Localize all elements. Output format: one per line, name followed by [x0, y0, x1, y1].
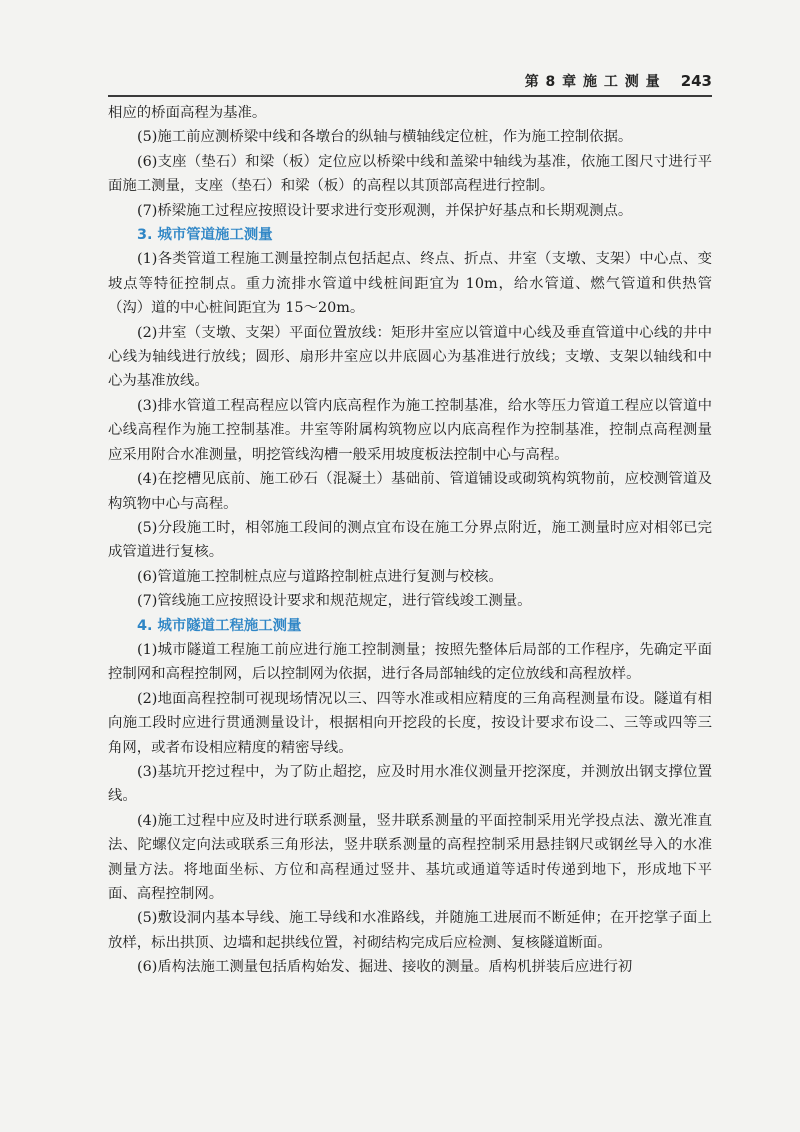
chapter-title: 第 8 章 施 工 测 量: [524, 74, 661, 90]
section-heading-pipeline: 3. 城市管道施工测量: [137, 227, 273, 244]
paragraph: (2)地面高程控制可视现场情况以三、四等水准或相应精度的三角高程测量布设。隧道有相向施工段时应进行贯通测量设计，根据相向开挖段的长度，按设计要求布设二、三等或四等三角网，或者布设相应精度的精密导线。: [108, 690, 712, 756]
running-header: [108, 70, 712, 92]
paragraph: (1)城市隧道工程施工前应进行施工控制测量；按照先整体后局部的工作程序，先确定平面控制网和高程控制网，后以控制网为依据，进行各局部轴线的定位放线和高程放样。: [108, 641, 712, 683]
page-body: [108, 101, 712, 980]
paragraph-continuation: 相应的桥面高程为基准。: [108, 105, 267, 121]
section-heading-tunnel: 4. 城市隧道工程施工测量: [137, 617, 302, 634]
paragraph: (7)管线施工应按照设计要求和规范规定，进行管线竣工测量。: [137, 593, 532, 610]
page-number: 243: [680, 72, 712, 90]
paragraph: (7)桥梁施工过程应按照设计要求进行变形观测，并保护好基点和长期观测点。: [137, 202, 633, 219]
paragraph: (3)排水管道工程高程应以管内底高程作为施工控制基准，给水等压力管道工程应以管道中心线高程作为施工控制基准。井室等附属构筑物应以内底高程作为控制基准，控制点高程测量应采用附合水准测量，明挖管线沟槽一般采用坡度板法控制中心与高程。: [108, 397, 712, 463]
paragraph: (6)管道施工控制桩点应与道路控制桩点进行复测与校核。: [137, 568, 503, 585]
paragraph: (5)敷设洞内基本导线、施工导线和水准路线，并随施工进展而不断延伸；在开挖掌子面上放样，标出拱顶、边墙和起拱线位置，衬砌结构完成后应检测、复核隧道断面。: [108, 910, 712, 951]
paragraph: (4)在挖槽见底前、施工砂石（混凝土）基础前、管道铺设或砌筑构筑物前，应校测管道及构筑物中心与高程。: [108, 471, 712, 512]
header-rule: [108, 95, 712, 97]
paragraph: (6)盾构法施工测量包括盾构始发、掘进、接收的测量。盾构机拼装后应进行初: [137, 959, 633, 976]
paragraph: (2)井室（支墩、支架）平面位置放线：矩形井室应以管道中心线及垂直管道中心线的井中心线为轴线进行放线；圆形、扇形井室应以井底圆心为基准进行放线；支墩、支架以轴线和中心为基准放线。: [108, 324, 712, 390]
paragraph: (6)支座（垫石）和梁（板）定位应以桥梁中线和盖梁中轴线为基准，依施工图尺寸进行平面施工测量，支座（垫石）和梁（板）的高程以其顶部高程进行控制。: [108, 153, 712, 195]
paragraph: (3)基坑开挖过程中，为了防止超挖，应及时用水准仪测量开挖深度，并测放出钢支撑位置线。: [108, 763, 712, 805]
paragraph: (5)施工前应测桥梁中线和各墩台的纵轴与横轴线定位桩，作为施工控制依据。: [137, 129, 633, 146]
paragraph: (4)施工过程中应及时进行联系测量，竖井联系测量的平面控制采用光学投点法、激光准直法、陀螺仪定向法或联系三角形法，竖井联系测量的高程控制采用悬挂钢尺或钢丝导入的水准测量方法。将地面坐标、方位和高程通过竖井、基坑或通道等适时传递到地下，形成地下平面、高程控制网。: [108, 812, 712, 902]
paragraph: (5)分段施工时，相邻施工段间的测点宜布设在施工分界点附近，施工测量时应对相邻已完成管道进行复核。: [108, 519, 712, 561]
paragraph: (1)各类管道工程施工测量控制点包括起点、终点、折点、井室（支墩、支架）中心点、变坡点等特征控制点。重力流排水管道中线桩间距宜为 10m，给水管道、燃气管道和供热管（沟）道的中心桩间距宜为 15～20m。: [108, 251, 712, 317]
